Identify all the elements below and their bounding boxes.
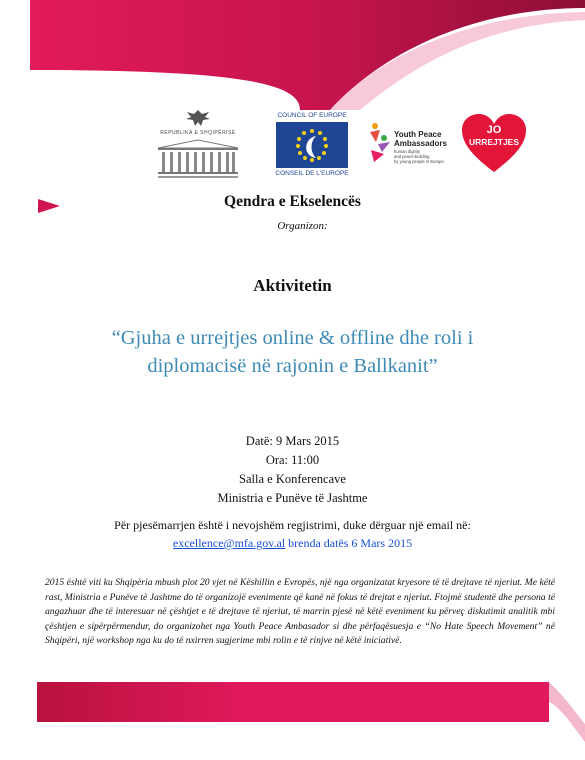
event-title-line2: diplomacisë në rajonin e Ballkanit” bbox=[147, 355, 438, 377]
albania-logo bbox=[148, 108, 248, 180]
ypa-tag-1: human dignity bbox=[394, 149, 421, 154]
urrejtjes-text: URREJTJES bbox=[468, 137, 520, 147]
coe-bottom-text: CONSEIL DE L'EUROPE bbox=[275, 170, 349, 177]
coe-top-text: COUNCIL OF EUROPE bbox=[277, 112, 347, 119]
council-of-europe-logo bbox=[272, 112, 352, 180]
activity-label: Aktivitetin bbox=[253, 276, 332, 295]
ypa-tag-2: and peace-building bbox=[394, 154, 430, 159]
email-link[interactable]: excellence@mfa.gov.al bbox=[172, 536, 286, 550]
event-hall: Salla e Konferencave bbox=[239, 472, 346, 486]
registration-note: Për pjesëmarrjen është i nevojshëm regjistrimi, duke dërguar një email në: bbox=[114, 518, 471, 532]
event-time: Ora: 11:00 bbox=[265, 453, 320, 467]
jo-urrejtjes-logo bbox=[460, 112, 528, 174]
ypa-title-1: Youth Peace bbox=[394, 130, 442, 139]
eagle-emblem-icon bbox=[183, 108, 213, 128]
jo-text: JO bbox=[486, 124, 502, 136]
top-decorative-banner bbox=[0, 0, 585, 115]
event-title-line1: “Gjuha e urrejtjes online & offline dhe roli i bbox=[111, 327, 474, 349]
organizes-label: Organizon: bbox=[277, 220, 328, 232]
registration-email-line bbox=[0, 536, 585, 551]
ypa-title-2: Ambassadors bbox=[394, 139, 447, 148]
eu-stars-flag-icon bbox=[276, 122, 348, 168]
parliament-building-icon bbox=[158, 138, 238, 180]
event-date: Datë: 9 Mars 2015 bbox=[245, 434, 340, 448]
event-description: 2015 është viti ku Shqipëria mbush plot 20 vjet në Këshillin e Evropës, një nga organizatat kryesore të të drejtave të njeriut. Me këtë rast, Ministria e Punëve të Jashtme do të organizojë evenimente që kanë në fokus të drejtat e njeriut. Ftojmë studentë dhe persona të angazhuar dhe të interesuar në çështjet e të drejtave të njeriut, të marrin pjesë në këtë eveniment ku përveç diskutimit analitik mbi çështjen e sipërpërmendur, do organizohet nga Youth Peace Ambasador si dhe përfaqësuesja e “No Hate Speech Movement” në Shqipëri, një workshop nga ku do të nxirren sugjerime mbi rolin e të rinjve në këtë iniciativë. bbox=[45, 577, 555, 647]
registration-deadline: brenda datës 6 Mars 2015 bbox=[285, 536, 413, 550]
ypa-tag-3: by young people in Europe bbox=[394, 159, 444, 164]
albania-caption: REPUBLIKA E SHQIPËRISË bbox=[160, 130, 236, 136]
event-ministry: Ministria e Punëve të Jashtme bbox=[217, 491, 368, 505]
organizer-heading: Qendra e Ekselencës bbox=[224, 193, 361, 210]
figures-icon bbox=[368, 120, 392, 166]
bottom-decorative-banner bbox=[0, 682, 585, 742]
youth-peace-ambassadors-logo bbox=[368, 118, 458, 168]
